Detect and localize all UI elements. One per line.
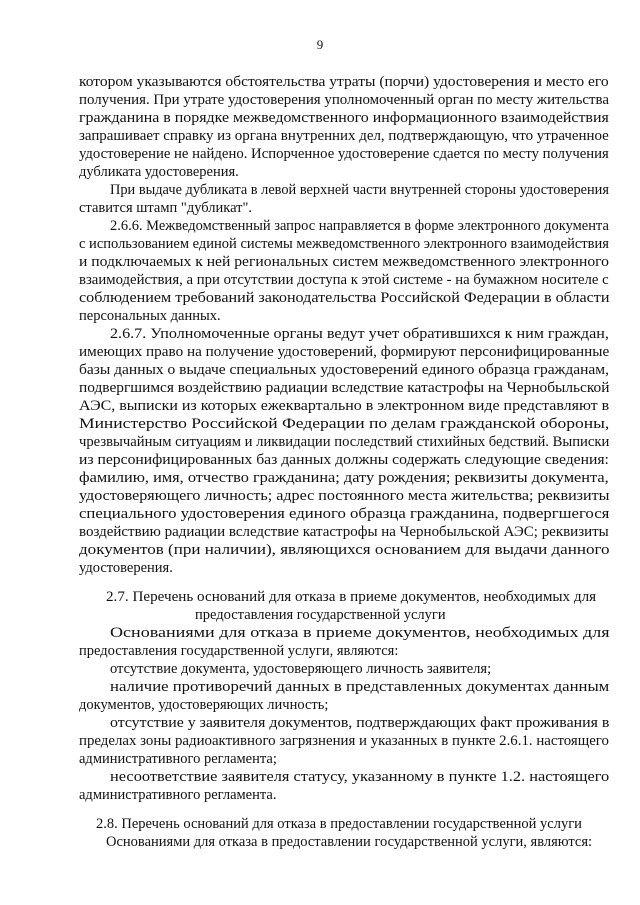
text-line: персональных данных.: [79, 308, 221, 324]
page-number: 9: [316, 37, 324, 52]
text-line: несоответствие заявителя статусу, указанному в пункте 1.2. настоящего: [110, 769, 610, 785]
text-line: фамилию, имя, отчество гражданина; дату рождения; реквизиты документа,: [79, 470, 609, 486]
text-line: отсутствие документа, удостоверяющего личность заявителя;: [110, 661, 492, 677]
text-line: удостоверяющего личность; адрес постоянного места жительства; реквизиты: [79, 488, 610, 504]
text-line: гражданина в порядке межведомственного информационного взаимодействия: [79, 110, 609, 126]
text-line: дубликата удостоверения.: [79, 164, 239, 180]
text-line: удостоверение не найдено. Испорченное удостоверение сдается по месту получения: [79, 146, 609, 162]
section-heading: 2.7. Перечень оснований для отказа в приеме документов, необходимых для: [106, 589, 597, 605]
text-line: ставится штамп "дубликат".: [79, 200, 253, 216]
text-line: подвергшимся воздействию радиации вследствие катастрофы на Чернобыльской: [79, 380, 610, 396]
text-line: Основаниями для отказа в приеме документов, необходимых для: [110, 625, 610, 641]
section-heading: предоставления государственной услуги: [195, 607, 446, 623]
text-line: пределах зоны радиоактивного загрязнения и указанных в пункте 2.6.1. настоящего: [79, 733, 609, 749]
text-line: базы данных о выдаче специальных удостоверений единого образца гражданам,: [79, 362, 609, 378]
text-line: с использованием единой системы межведомственного электронного взаимодействия: [79, 236, 609, 252]
text-line: документов, удостоверяющих личность;: [79, 697, 329, 713]
text-line: отсутствие у заявителя документов, подтверждающих факт проживания в: [110, 715, 610, 731]
text-line: имеющих право на получение удостоверений, формируют персонифицированные: [79, 344, 610, 360]
text-line: удостоверения.: [79, 560, 173, 576]
section-heading: 2.8. Перечень оснований для отказа в предоставлении государственной услуги: [96, 816, 582, 832]
text-line: наличие противоречий данных в представленных документах данным: [110, 679, 610, 695]
text-line: и подключаемых к ней региональных систем межведомственного электронного: [79, 254, 609, 270]
text-line: административного регламента;: [79, 751, 277, 767]
text-line: воздействию радиации вследствие катастрофы на Чернобыльской АЭС; реквизиты: [79, 524, 609, 540]
text-line: При выдаче дубликата в левой верхней части внутренней стороны удостоверения: [110, 182, 609, 198]
text-line: административного регламента.: [79, 787, 277, 803]
text-line: документов (при наличии), являющихся основанием для выдачи данного: [79, 542, 610, 558]
text-line: взаимодействия, а при отсутствии доступа к этой системе - на бумажном носителе с: [79, 272, 609, 288]
text-line: запрашивает справку из органа внутренних дел, подтверждающую, что утраченное: [79, 128, 609, 144]
text-line: получения. При утрате удостоверения уполномоченный орган по месту жительства: [79, 92, 609, 108]
text-line: котором указываются обстоятельства утраты (порчи) удостоверения и место его: [79, 74, 609, 90]
text-line: Министерство Российской Федерации по делам гражданской обороны,: [79, 416, 610, 432]
text-line: из персонифицированных баз данных должны содержать следующие сведения:: [79, 452, 609, 468]
text-line: специального удостоверения единого образца гражданина, подвергшегося: [79, 506, 610, 522]
text-line: чрезвычайным ситуациям и ликвидации последствий стихийных бедствий. Выписки: [79, 434, 610, 450]
text-line: АЭС, выписки из которых ежеквартально в электронном виде представляют в: [79, 398, 610, 414]
text-line: предоставления государственной услуги, являются:: [79, 643, 399, 659]
text-line: Основаниями для отказа в предоставлении государственной услуги, являются:: [106, 834, 593, 850]
text-line: 2.6.7. Уполномоченные органы ведут учет обратившихся к ним граждан,: [110, 326, 609, 342]
text-line: 2.6.6. Межведомственный запрос направляется в форме электронного документа: [110, 218, 609, 234]
text-line: соблюдением требований законодательства Российской Федерации в области: [79, 290, 610, 306]
